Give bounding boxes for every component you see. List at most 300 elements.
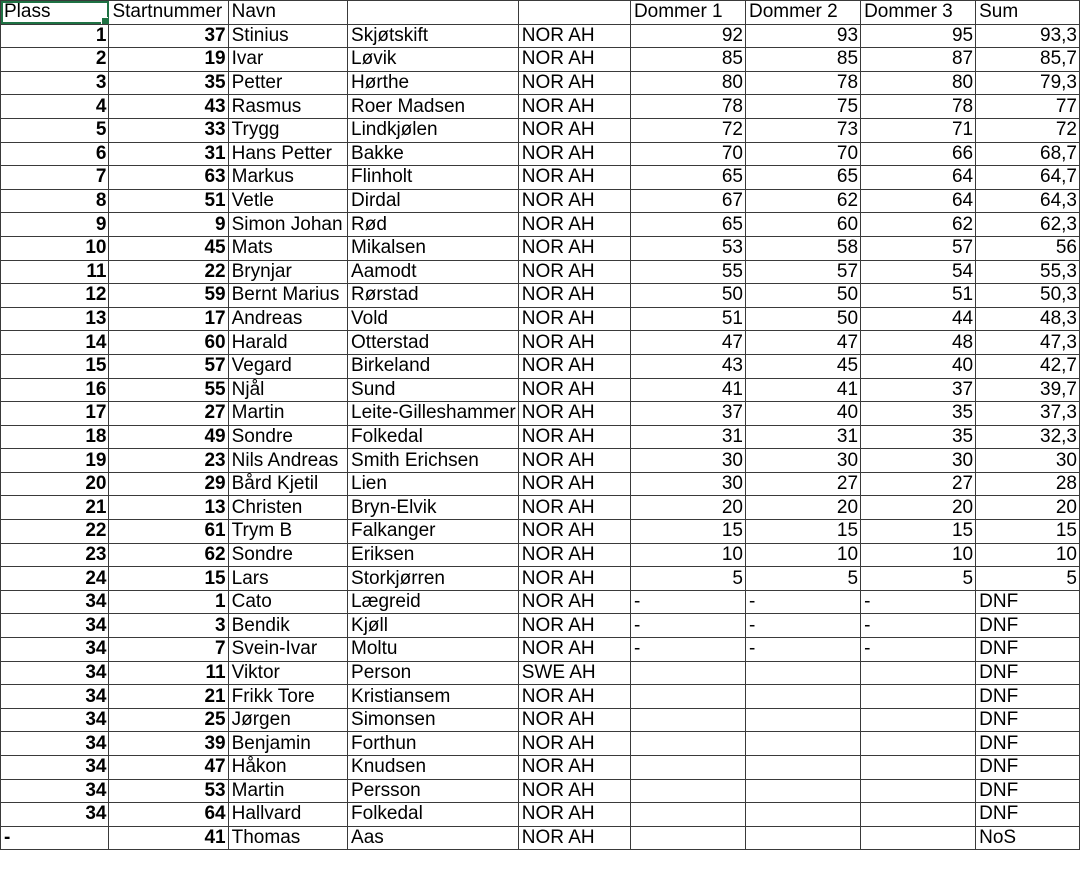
cell-klubb[interactable]: NOR AH [518, 166, 630, 190]
cell-dommer-2[interactable]: 78 [746, 71, 861, 95]
cell-startnummer[interactable]: 9 [109, 213, 228, 237]
cell-etternavn[interactable]: Flinholt [348, 166, 519, 190]
cell-fornavn[interactable]: Trym B [228, 520, 347, 544]
cell-dommer-3[interactable]: 87 [861, 48, 976, 72]
cell-dommer-1[interactable]: 85 [630, 48, 745, 72]
cell-sum[interactable]: 50,3 [976, 284, 1080, 308]
cell-dommer-2[interactable]: 27 [746, 472, 861, 496]
cell-dommer-3[interactable]: 57 [861, 236, 976, 260]
cell-startnummer[interactable]: 61 [109, 520, 228, 544]
cell-dommer-2[interactable] [746, 779, 861, 803]
cell-dommer-3[interactable]: 27 [861, 472, 976, 496]
cell-klubb[interactable]: NOR AH [518, 331, 630, 355]
cell-sum[interactable]: 10 [976, 543, 1080, 567]
cell-startnummer[interactable]: 29 [109, 472, 228, 496]
cell-dommer-1[interactable] [630, 779, 745, 803]
cell-dommer-1[interactable]: - [630, 590, 745, 614]
cell-plass[interactable]: 21 [1, 496, 109, 520]
cell-dommer-2[interactable] [746, 661, 861, 685]
cell-klubb[interactable]: NOR AH [518, 496, 630, 520]
cell-dommer-3[interactable]: 15 [861, 520, 976, 544]
cell-sum[interactable]: 72 [976, 118, 1080, 142]
cell-etternavn[interactable]: Moltu [348, 638, 519, 662]
cell-sum[interactable]: DNF [976, 779, 1080, 803]
cell-dommer-1[interactable] [630, 826, 745, 850]
cell-dommer-2[interactable]: 85 [746, 48, 861, 72]
cell-sum[interactable]: NoS [976, 826, 1080, 850]
cell-dommer-3[interactable]: 40 [861, 354, 976, 378]
cell-klubb[interactable]: NOR AH [518, 24, 630, 48]
cell-startnummer[interactable]: 37 [109, 24, 228, 48]
header-cell-fornavn[interactable]: Navn [228, 1, 347, 25]
cell-fornavn[interactable]: Martin [228, 402, 347, 426]
header-cell-dommer-3[interactable]: Dommer 3 [861, 1, 976, 25]
cell-etternavn[interactable]: Smith Erichsen [348, 449, 519, 473]
cell-dommer-1[interactable]: - [630, 638, 745, 662]
cell-dommer-1[interactable]: 30 [630, 472, 745, 496]
cell-klubb[interactable]: NOR AH [518, 307, 630, 331]
cell-plass[interactable]: 34 [1, 708, 109, 732]
cell-startnummer[interactable]: 60 [109, 331, 228, 355]
cell-dommer-2[interactable]: - [746, 590, 861, 614]
cell-plass[interactable]: 14 [1, 331, 109, 355]
cell-klubb[interactable]: NOR AH [518, 779, 630, 803]
cell-dommer-3[interactable]: 71 [861, 118, 976, 142]
cell-dommer-1[interactable]: 53 [630, 236, 745, 260]
cell-dommer-2[interactable]: 57 [746, 260, 861, 284]
cell-fornavn[interactable]: Hans Petter [228, 142, 347, 166]
cell-startnummer[interactable]: 43 [109, 95, 228, 119]
cell-dommer-3[interactable]: - [861, 614, 976, 638]
cell-startnummer[interactable]: 7 [109, 638, 228, 662]
cell-dommer-1[interactable]: 43 [630, 354, 745, 378]
cell-dommer-2[interactable]: 70 [746, 142, 861, 166]
cell-plass[interactable]: 5 [1, 118, 109, 142]
cell-klubb[interactable]: NOR AH [518, 520, 630, 544]
cell-etternavn[interactable]: Simonsen [348, 708, 519, 732]
cell-etternavn[interactable]: Lægreid [348, 590, 519, 614]
cell-plass[interactable]: 24 [1, 567, 109, 591]
cell-startnummer[interactable]: 47 [109, 756, 228, 780]
cell-plass[interactable]: 23 [1, 543, 109, 567]
cell-fornavn[interactable]: Nils Andreas [228, 449, 347, 473]
cell-etternavn[interactable]: Forthun [348, 732, 519, 756]
cell-fornavn[interactable]: Sondre [228, 425, 347, 449]
cell-dommer-3[interactable]: 78 [861, 95, 976, 119]
cell-fornavn[interactable]: Vetle [228, 189, 347, 213]
cell-startnummer[interactable]: 23 [109, 449, 228, 473]
cell-plass[interactable]: 13 [1, 307, 109, 331]
cell-dommer-2[interactable]: 41 [746, 378, 861, 402]
cell-etternavn[interactable]: Folkedal [348, 803, 519, 827]
cell-dommer-1[interactable]: 20 [630, 496, 745, 520]
cell-fornavn[interactable]: Andreas [228, 307, 347, 331]
cell-klubb[interactable]: NOR AH [518, 95, 630, 119]
cell-dommer-2[interactable]: - [746, 614, 861, 638]
cell-sum[interactable]: 39,7 [976, 378, 1080, 402]
cell-dommer-2[interactable] [746, 803, 861, 827]
cell-sum[interactable]: 55,3 [976, 260, 1080, 284]
cell-dommer-3[interactable] [861, 779, 976, 803]
cell-dommer-1[interactable] [630, 756, 745, 780]
cell-startnummer[interactable]: 11 [109, 661, 228, 685]
cell-dommer-3[interactable]: 54 [861, 260, 976, 284]
cell-startnummer[interactable]: 25 [109, 708, 228, 732]
cell-sum[interactable]: 85,7 [976, 48, 1080, 72]
cell-dommer-2[interactable]: 65 [746, 166, 861, 190]
cell-etternavn[interactable]: Rød [348, 213, 519, 237]
cell-startnummer[interactable]: 3 [109, 614, 228, 638]
cell-startnummer[interactable]: 15 [109, 567, 228, 591]
cell-fornavn[interactable]: Trygg [228, 118, 347, 142]
cell-etternavn[interactable]: Storkjørren [348, 567, 519, 591]
cell-plass[interactable]: 11 [1, 260, 109, 284]
cell-dommer-1[interactable]: 10 [630, 543, 745, 567]
cell-startnummer[interactable]: 55 [109, 378, 228, 402]
cell-dommer-2[interactable]: 5 [746, 567, 861, 591]
cell-sum[interactable]: 48,3 [976, 307, 1080, 331]
cell-klubb[interactable]: NOR AH [518, 543, 630, 567]
cell-dommer-2[interactable]: 31 [746, 425, 861, 449]
cell-klubb[interactable]: SWE AH [518, 661, 630, 685]
cell-startnummer[interactable]: 13 [109, 496, 228, 520]
cell-dommer-3[interactable]: 35 [861, 402, 976, 426]
cell-plass[interactable]: 1 [1, 24, 109, 48]
cell-klubb[interactable]: NOR AH [518, 378, 630, 402]
cell-fornavn[interactable]: Hallvard [228, 803, 347, 827]
cell-dommer-1[interactable]: 30 [630, 449, 745, 473]
cell-dommer-2[interactable]: 47 [746, 331, 861, 355]
cell-sum[interactable]: 62,3 [976, 213, 1080, 237]
cell-dommer-2[interactable]: 60 [746, 213, 861, 237]
cell-dommer-3[interactable]: - [861, 638, 976, 662]
cell-etternavn[interactable]: Dirdal [348, 189, 519, 213]
cell-dommer-3[interactable]: 30 [861, 449, 976, 473]
cell-etternavn[interactable]: Bryn-Elvik [348, 496, 519, 520]
cell-startnummer[interactable]: 21 [109, 685, 228, 709]
cell-klubb[interactable]: NOR AH [518, 590, 630, 614]
cell-plass[interactable]: 7 [1, 166, 109, 190]
cell-sum[interactable]: 56 [976, 236, 1080, 260]
cell-etternavn[interactable]: Falkanger [348, 520, 519, 544]
cell-plass[interactable]: 16 [1, 378, 109, 402]
cell-sum[interactable]: 28 [976, 472, 1080, 496]
cell-etternavn[interactable]: Vold [348, 307, 519, 331]
cell-dommer-3[interactable]: 95 [861, 24, 976, 48]
cell-dommer-3[interactable] [861, 685, 976, 709]
cell-dommer-2[interactable]: - [746, 638, 861, 662]
cell-fornavn[interactable]: Svein-Ivar [228, 638, 347, 662]
cell-klubb[interactable]: NOR AH [518, 567, 630, 591]
cell-dommer-3[interactable] [861, 756, 976, 780]
cell-startnummer[interactable]: 59 [109, 284, 228, 308]
header-cell-sum[interactable]: Sum [976, 1, 1080, 25]
cell-fornavn[interactable]: Lars [228, 567, 347, 591]
cell-dommer-2[interactable] [746, 756, 861, 780]
cell-etternavn[interactable]: Knudsen [348, 756, 519, 780]
cell-plass[interactable]: 34 [1, 638, 109, 662]
cell-sum[interactable]: 64,7 [976, 166, 1080, 190]
cell-dommer-2[interactable]: 40 [746, 402, 861, 426]
cell-etternavn[interactable]: Bakke [348, 142, 519, 166]
cell-fornavn[interactable]: Stinius [228, 24, 347, 48]
cell-plass[interactable]: 15 [1, 354, 109, 378]
cell-dommer-3[interactable]: 48 [861, 331, 976, 355]
cell-startnummer[interactable]: 31 [109, 142, 228, 166]
cell-fornavn[interactable]: Frikk Tore [228, 685, 347, 709]
cell-etternavn[interactable]: Aamodt [348, 260, 519, 284]
cell-startnummer[interactable]: 62 [109, 543, 228, 567]
cell-plass[interactable]: 20 [1, 472, 109, 496]
cell-dommer-3[interactable]: 51 [861, 284, 976, 308]
cell-plass[interactable]: 34 [1, 614, 109, 638]
cell-plass[interactable]: 34 [1, 779, 109, 803]
cell-dommer-1[interactable] [630, 685, 745, 709]
cell-dommer-1[interactable]: 92 [630, 24, 745, 48]
cell-fornavn[interactable]: Martin [228, 779, 347, 803]
cell-etternavn[interactable]: Birkeland [348, 354, 519, 378]
cell-sum[interactable]: 37,3 [976, 402, 1080, 426]
cell-dommer-3[interactable]: 20 [861, 496, 976, 520]
cell-dommer-2[interactable] [746, 685, 861, 709]
cell-klubb[interactable]: NOR AH [518, 189, 630, 213]
cell-etternavn[interactable]: Eriksen [348, 543, 519, 567]
fill-handle[interactable] [101, 17, 109, 25]
cell-dommer-1[interactable]: 41 [630, 378, 745, 402]
cell-klubb[interactable]: NOR AH [518, 142, 630, 166]
cell-dommer-1[interactable]: 47 [630, 331, 745, 355]
cell-sum[interactable]: DNF [976, 756, 1080, 780]
cell-fornavn[interactable]: Bernt Marius [228, 284, 347, 308]
cell-klubb[interactable]: NOR AH [518, 685, 630, 709]
cell-dommer-3[interactable]: 37 [861, 378, 976, 402]
cell-dommer-2[interactable]: 45 [746, 354, 861, 378]
cell-fornavn[interactable]: Håkon [228, 756, 347, 780]
cell-dommer-1[interactable]: 15 [630, 520, 745, 544]
cell-fornavn[interactable]: Bård Kjetil [228, 472, 347, 496]
cell-fornavn[interactable]: Njål [228, 378, 347, 402]
cell-dommer-3[interactable]: 10 [861, 543, 976, 567]
cell-klubb[interactable]: NOR AH [518, 614, 630, 638]
cell-startnummer[interactable]: 45 [109, 236, 228, 260]
cell-klubb[interactable]: NOR AH [518, 284, 630, 308]
cell-klubb[interactable]: NOR AH [518, 71, 630, 95]
cell-plass[interactable]: 17 [1, 402, 109, 426]
cell-plass[interactable]: 6 [1, 142, 109, 166]
header-cell-dommer-2[interactable]: Dommer 2 [746, 1, 861, 25]
cell-startnummer[interactable]: 19 [109, 48, 228, 72]
cell-sum[interactable]: DNF [976, 661, 1080, 685]
cell-dommer-2[interactable]: 15 [746, 520, 861, 544]
cell-plass[interactable]: 34 [1, 590, 109, 614]
cell-plass[interactable]: 34 [1, 732, 109, 756]
cell-fornavn[interactable]: Ivar [228, 48, 347, 72]
cell-dommer-1[interactable]: 70 [630, 142, 745, 166]
cell-klubb[interactable]: NOR AH [518, 638, 630, 662]
cell-etternavn[interactable]: Kristiansem [348, 685, 519, 709]
cell-klubb[interactable]: NOR AH [518, 826, 630, 850]
cell-dommer-3[interactable] [861, 803, 976, 827]
cell-dommer-1[interactable]: 37 [630, 402, 745, 426]
cell-dommer-1[interactable]: 67 [630, 189, 745, 213]
cell-dommer-3[interactable]: 35 [861, 425, 976, 449]
cell-startnummer[interactable]: 27 [109, 402, 228, 426]
cell-etternavn[interactable]: Aas [348, 826, 519, 850]
cell-etternavn[interactable]: Kjøll [348, 614, 519, 638]
header-cell-plass[interactable]: Plass [1, 1, 109, 25]
cell-fornavn[interactable]: Sondre [228, 543, 347, 567]
cell-sum[interactable]: 32,3 [976, 425, 1080, 449]
header-cell-klubb[interactable] [518, 1, 630, 25]
cell-fornavn[interactable]: Thomas [228, 826, 347, 850]
cell-dommer-1[interactable] [630, 803, 745, 827]
cell-startnummer[interactable]: 64 [109, 803, 228, 827]
cell-dommer-1[interactable]: - [630, 614, 745, 638]
cell-startnummer[interactable]: 35 [109, 71, 228, 95]
cell-startnummer[interactable]: 51 [109, 189, 228, 213]
cell-dommer-1[interactable] [630, 732, 745, 756]
cell-dommer-1[interactable]: 5 [630, 567, 745, 591]
cell-plass[interactable]: 10 [1, 236, 109, 260]
cell-klubb[interactable]: NOR AH [518, 708, 630, 732]
cell-dommer-1[interactable]: 50 [630, 284, 745, 308]
cell-startnummer[interactable]: 41 [109, 826, 228, 850]
cell-sum[interactable]: 77 [976, 95, 1080, 119]
cell-plass[interactable]: 34 [1, 661, 109, 685]
cell-sum[interactable]: 47,3 [976, 331, 1080, 355]
cell-plass[interactable]: 34 [1, 685, 109, 709]
cell-klubb[interactable]: NOR AH [518, 803, 630, 827]
cell-dommer-1[interactable]: 55 [630, 260, 745, 284]
cell-fornavn[interactable]: Christen [228, 496, 347, 520]
cell-plass[interactable]: 34 [1, 803, 109, 827]
cell-startnummer[interactable]: 1 [109, 590, 228, 614]
cell-plass[interactable]: 4 [1, 95, 109, 119]
cell-dommer-2[interactable]: 30 [746, 449, 861, 473]
cell-klubb[interactable]: NOR AH [518, 756, 630, 780]
cell-dommer-3[interactable]: 64 [861, 189, 976, 213]
cell-dommer-3[interactable]: 66 [861, 142, 976, 166]
cell-fornavn[interactable]: Vegard [228, 354, 347, 378]
cell-sum[interactable]: 15 [976, 520, 1080, 544]
cell-sum[interactable]: DNF [976, 638, 1080, 662]
cell-sum[interactable]: DNF [976, 732, 1080, 756]
cell-startnummer[interactable]: 33 [109, 118, 228, 142]
cell-dommer-2[interactable]: 58 [746, 236, 861, 260]
cell-dommer-3[interactable]: 64 [861, 166, 976, 190]
cell-dommer-3[interactable]: 44 [861, 307, 976, 331]
cell-startnummer[interactable]: 22 [109, 260, 228, 284]
header-cell-dommer-1[interactable]: Dommer 1 [630, 1, 745, 25]
cell-plass[interactable]: 8 [1, 189, 109, 213]
cell-dommer-1[interactable]: 65 [630, 213, 745, 237]
cell-dommer-2[interactable]: 20 [746, 496, 861, 520]
cell-plass[interactable]: 9 [1, 213, 109, 237]
cell-dommer-2[interactable]: 50 [746, 307, 861, 331]
cell-dommer-2[interactable]: 10 [746, 543, 861, 567]
cell-dommer-1[interactable]: 65 [630, 166, 745, 190]
cell-plass[interactable]: 3 [1, 71, 109, 95]
cell-fornavn[interactable]: Simon Johan [228, 213, 347, 237]
cell-sum[interactable]: DNF [976, 590, 1080, 614]
cell-sum[interactable]: 64,3 [976, 189, 1080, 213]
cell-dommer-1[interactable]: 80 [630, 71, 745, 95]
cell-klubb[interactable]: NOR AH [518, 260, 630, 284]
cell-klubb[interactable]: NOR AH [518, 354, 630, 378]
cell-dommer-3[interactable]: 62 [861, 213, 976, 237]
cell-fornavn[interactable]: Bendik [228, 614, 347, 638]
cell-etternavn[interactable]: Skjøtskift [348, 24, 519, 48]
cell-etternavn[interactable]: Mikalsen [348, 236, 519, 260]
cell-startnummer[interactable]: 53 [109, 779, 228, 803]
cell-dommer-2[interactable]: 75 [746, 95, 861, 119]
cell-plass[interactable]: 12 [1, 284, 109, 308]
cell-plass[interactable]: 19 [1, 449, 109, 473]
cell-sum[interactable]: 93,3 [976, 24, 1080, 48]
cell-plass[interactable]: - [1, 826, 109, 850]
cell-dommer-2[interactable]: 93 [746, 24, 861, 48]
cell-sum[interactable]: DNF [976, 708, 1080, 732]
cell-klubb[interactable]: NOR AH [518, 236, 630, 260]
cell-etternavn[interactable]: Lien [348, 472, 519, 496]
cell-dommer-3[interactable] [861, 732, 976, 756]
cell-etternavn[interactable]: Folkedal [348, 425, 519, 449]
cell-sum[interactable]: 20 [976, 496, 1080, 520]
cell-klubb[interactable]: NOR AH [518, 402, 630, 426]
cell-sum[interactable]: DNF [976, 803, 1080, 827]
cell-klubb[interactable]: NOR AH [518, 449, 630, 473]
cell-fornavn[interactable]: Markus [228, 166, 347, 190]
header-cell-startnummer[interactable]: Startnummer [109, 1, 228, 25]
cell-etternavn[interactable]: Person [348, 661, 519, 685]
cell-dommer-3[interactable]: 5 [861, 567, 976, 591]
cell-plass[interactable]: 18 [1, 425, 109, 449]
cell-dommer-2[interactable]: 62 [746, 189, 861, 213]
cell-fornavn[interactable]: Petter [228, 71, 347, 95]
cell-dommer-3[interactable] [861, 661, 976, 685]
cell-plass[interactable]: 34 [1, 756, 109, 780]
cell-etternavn[interactable]: Otterstad [348, 331, 519, 355]
cell-etternavn[interactable]: Lindkjølen [348, 118, 519, 142]
cell-fornavn[interactable]: Mats [228, 236, 347, 260]
cell-dommer-2[interactable] [746, 708, 861, 732]
cell-klubb[interactable]: NOR AH [518, 213, 630, 237]
cell-dommer-1[interactable]: 31 [630, 425, 745, 449]
cell-fornavn[interactable]: Viktor [228, 661, 347, 685]
cell-etternavn[interactable]: Hørthe [348, 71, 519, 95]
cell-etternavn[interactable]: Leite-Gilleshammer [348, 402, 519, 426]
cell-plass[interactable]: 22 [1, 520, 109, 544]
cell-fornavn[interactable]: Cato [228, 590, 347, 614]
cell-klubb[interactable]: NOR AH [518, 425, 630, 449]
header-cell-etternavn[interactable] [348, 1, 519, 25]
cell-dommer-2[interactable]: 50 [746, 284, 861, 308]
cell-fornavn[interactable]: Benjamin [228, 732, 347, 756]
cell-fornavn[interactable]: Brynjar [228, 260, 347, 284]
cell-dommer-1[interactable]: 51 [630, 307, 745, 331]
cell-startnummer[interactable]: 49 [109, 425, 228, 449]
cell-dommer-2[interactable]: 73 [746, 118, 861, 142]
cell-klubb[interactable]: NOR AH [518, 48, 630, 72]
cell-dommer-3[interactable] [861, 708, 976, 732]
cell-plass[interactable]: 2 [1, 48, 109, 72]
cell-sum[interactable]: 79,3 [976, 71, 1080, 95]
cell-fornavn[interactable]: Rasmus [228, 95, 347, 119]
cell-dommer-3[interactable]: 80 [861, 71, 976, 95]
cell-klubb[interactable]: NOR AH [518, 732, 630, 756]
cell-klubb[interactable]: NOR AH [518, 472, 630, 496]
cell-dommer-1[interactable] [630, 708, 745, 732]
